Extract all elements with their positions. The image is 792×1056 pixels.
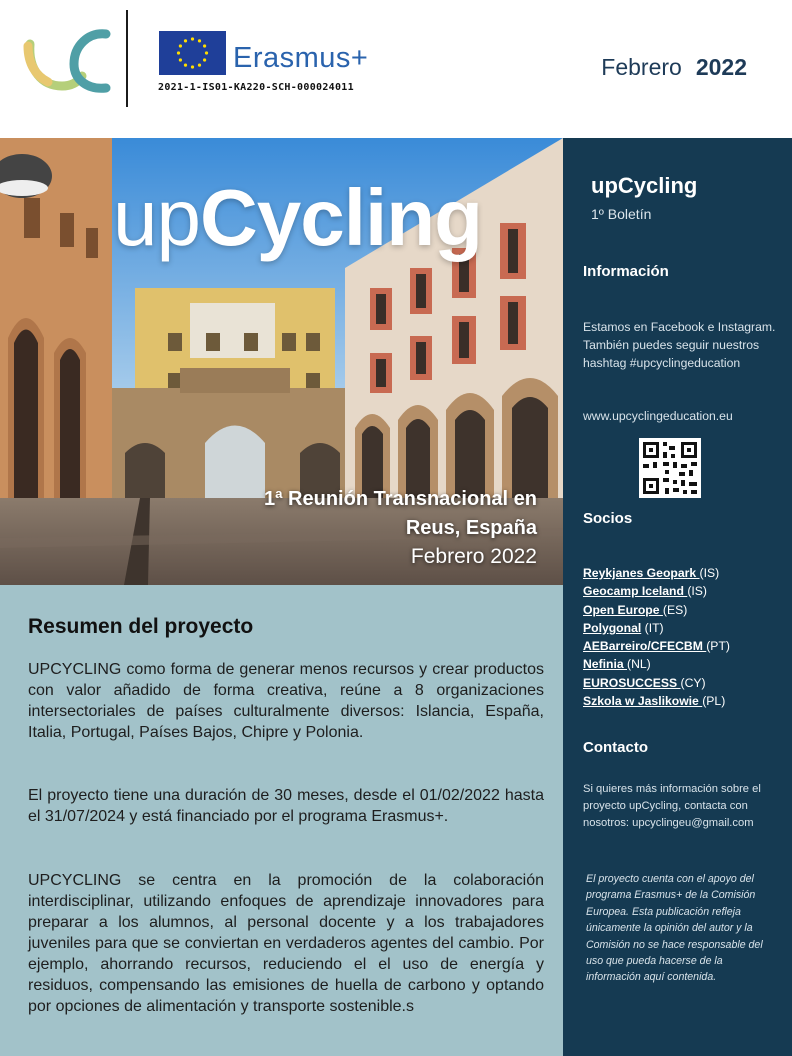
issue-month: Febrero [601,54,682,80]
header-divider [126,10,128,107]
partner-item[interactable] [583,674,788,692]
partner-country: (ES) [662,602,688,617]
project-summary [0,585,563,1056]
partner-name[interactable]: Reykjanes Geopark [583,566,700,580]
partner-country: (IS) [687,584,707,599]
project-code: 2021-1-IS01-KA220-SCH-000024011 [158,82,354,93]
partners-heading: Socios [583,510,633,527]
hero-title-light: up [113,173,200,262]
sidebar-subtitle: 1º Boletín [591,206,652,222]
hero-caption [264,484,537,572]
partners-list [583,564,788,710]
partner-name[interactable]: Geocamp Iceland [583,584,688,599]
partner-name[interactable]: AEBarreiro/CFECBM [583,639,707,654]
hero-title [113,173,482,262]
header [0,0,792,138]
info-text: Estamos en Facebook e Instagram. También puedes seguir nuestros hashtag #upcyclingeducation [583,320,776,370]
partner-name[interactable]: Szkola w Jaslikowie [583,694,703,709]
sidebar-title: upCycling [591,173,698,198]
partner-country: (NL) [627,657,651,672]
hero-photo [0,138,563,585]
qr-code-icon[interactable] [639,438,701,498]
partner-country: (IS) [699,566,720,580]
partner-name[interactable]: EUROSUCCESS [583,675,681,690]
contact-text: Si quieres más información sobre el proyecto upCycling, contacta con nosotros: upcyclingeu@gmail.com [583,783,761,829]
partner-country: (IT) [641,620,664,635]
hero-caption-line2: Reus, España [405,517,537,539]
hero-title-bold: Cycling [199,173,482,262]
partner-item[interactable] [583,692,788,710]
partner-name[interactable]: Polygonal [583,620,642,635]
summary-paragraph-1: UPCYCLING como forma de generar menos recursos y crear productos con valor añadido de forma creativa, reúne a 8 organizaciones intersectoriales de países culturalmente diversos: Islancia, España, Italia, Portugal, Países Bajos, Chipre y Polonia. [28,661,544,741]
partner-name[interactable]: Open Europe [583,602,663,617]
partner-item[interactable] [583,637,788,655]
issue-date [601,54,747,81]
summary-paragraph-2: El proyecto tiene una duración de 30 meses, desde el 01/02/2022 hasta el 31/07/2024 y está financiado por el programa Erasmus+. [28,787,544,825]
eu-disclaimer: El proyecto cuenta con el apoyo del programa Erasmus+ de la Comisión Europea. Esta publicación refleja únicamente la opinión del autor y la Comisión no se hace responsable del uso que pueda hacerse de la información aquí contenida. [586,873,763,984]
contact-heading: Contacto [583,739,648,756]
partner-country: (PT) [706,639,730,654]
partner-item[interactable] [583,564,788,582]
website-link[interactable]: www.upcyclingeducation.eu [583,409,733,423]
partner-country: (CY) [680,675,706,690]
summary-heading: Resumen del proyecto [28,615,254,638]
eu-flag-icon [159,31,226,75]
summary-paragraph-3: UPCYCLING se centra en la promoción de la colaboración interdisciplinar, utilizando enfoques de aprendizaje innovadores para preparar a los alumnos, al personal docente y a los trabajadores juveniles para que se conviertan en verdaderos agentes del cambio. Por ejemplo, ahorrando recursos, reduciendo el el uso de energía y residuos, compensando las emisiones de huella de carbono y optando por opciones de alimentación y transporte sostenible.s [28,872,544,1015]
hero-caption-line1: 1ª Reunión Transnacional en [263,488,537,510]
partner-item[interactable] [583,655,788,673]
partner-item[interactable] [583,582,788,600]
upcycling-logo [22,24,114,96]
erasmus-plus-logo: Erasmus+ [233,42,369,74]
partner-item[interactable] [583,601,788,619]
sidebar [563,138,792,1056]
partner-name[interactable]: Nefinia [583,657,628,672]
partner-country: (PL) [702,694,726,709]
partner-item[interactable] [583,619,788,637]
hero-caption-line3: Febrero 2022 [410,545,537,568]
info-heading: Información [583,263,669,280]
issue-year: 2022 [695,54,747,80]
